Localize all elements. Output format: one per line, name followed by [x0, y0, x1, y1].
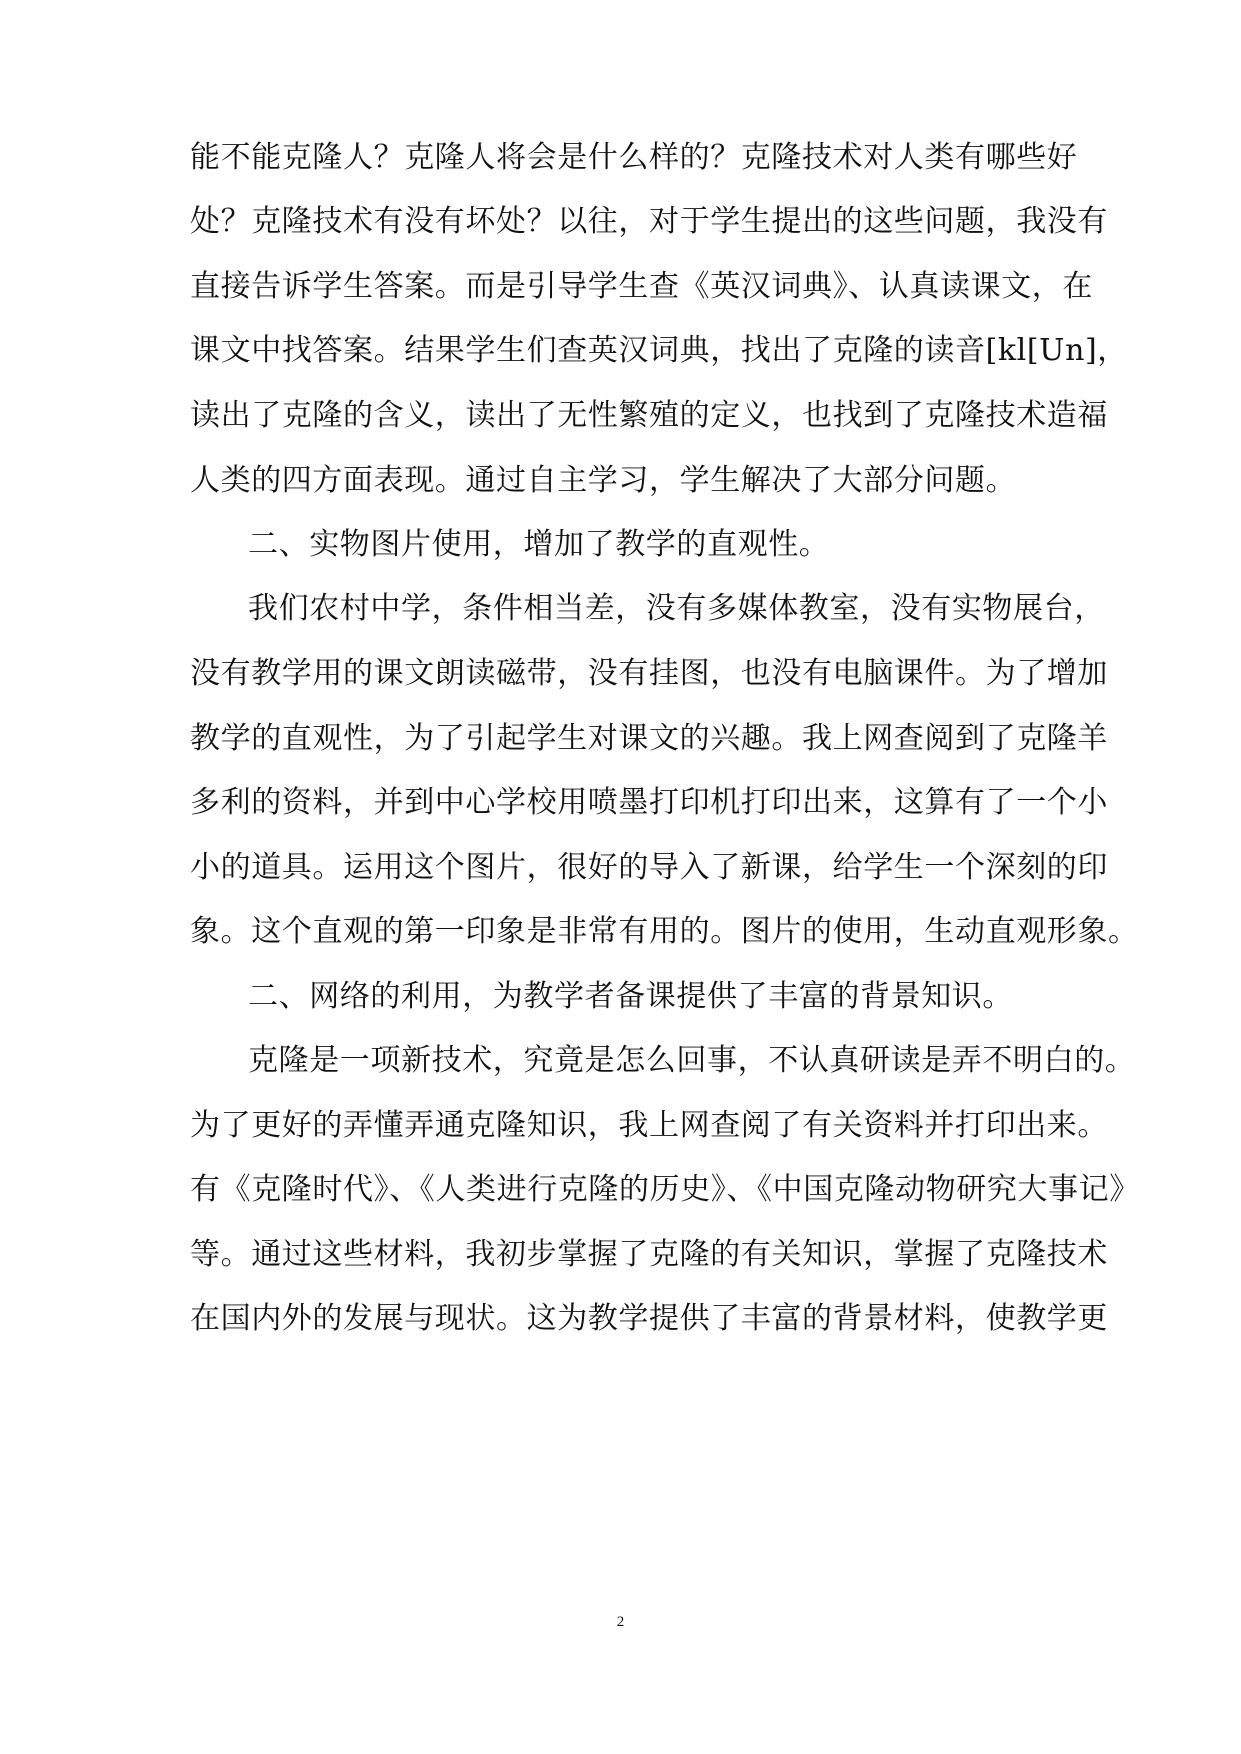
- text-line: 等。通过这些材料，我初步掌握了克隆的有关知识，掌握了克隆技术: [190, 1237, 1108, 1272]
- text-line: 象。这个直观的第一印象是非常有用的。图片的使用，生动直观形象。: [190, 914, 1139, 949]
- text-line: 没有教学用的课文朗读磁带，没有挂图，也没有电脑课件。为了增加: [190, 656, 1108, 691]
- text-line: 克隆是一项新技术，究竟是怎么回事，不认真研读是弄不明白的。: [248, 1043, 1136, 1078]
- text-line: 读出了克隆的含义，读出了无性繁殖的定义，也找到了克隆技术造福: [190, 398, 1108, 433]
- text-line: 直接告诉学生答案。而是引导学生查《英汉词典》、认真读课文，在: [190, 269, 1093, 304]
- page-number: 2: [616, 1614, 625, 1630]
- text-line: 有《克隆时代》、《人类进行克隆的历史》、《中国克隆动物研究大事记》: [190, 1172, 1140, 1207]
- section-heading: 二、网络的利用，为教学者备课提供了丰富的背景知识。: [248, 979, 1013, 1014]
- text-line: 教学的直观性，为了引起学生对课文的兴趣。我上网查阅到了克隆羊: [190, 721, 1108, 756]
- text-line: 为了更好的弄懂弄通克隆知识，我上网查阅了有关资料并打印出来。: [190, 1108, 1108, 1143]
- text-line: 我们农村中学，条件相当差，没有多媒体教室，没有实物展台，: [248, 591, 1105, 626]
- text-line: 小的道具。运用这个图片，很好的导入了新课，给学生一个深刻的印: [190, 850, 1108, 885]
- text-line: 能不能克隆人？克隆人将会是什么样的？克隆技术对人类有哪些好: [190, 140, 1078, 175]
- text-line: 课文中找答案。结果学生们查英汉词典，找出了克隆的读音[kl[Un]，: [190, 333, 1128, 368]
- text-line: 多利的资料，并到中心学校用喷墨打印机打印出来，这算有了一个小: [190, 785, 1108, 820]
- section-heading: 二、实物图片使用，增加了教学的直观性。: [248, 527, 830, 562]
- text-line: 在国内外的发展与现状。这为教学提供了丰富的背景材料，使教学更: [190, 1301, 1108, 1336]
- text-line: 处？克隆技术有没有坏处？以往，对于学生提出的这些问题，我没有: [190, 204, 1108, 239]
- text-line: 人类的四方面表现。通过自主学习，学生解决了大部分问题。: [190, 463, 1017, 498]
